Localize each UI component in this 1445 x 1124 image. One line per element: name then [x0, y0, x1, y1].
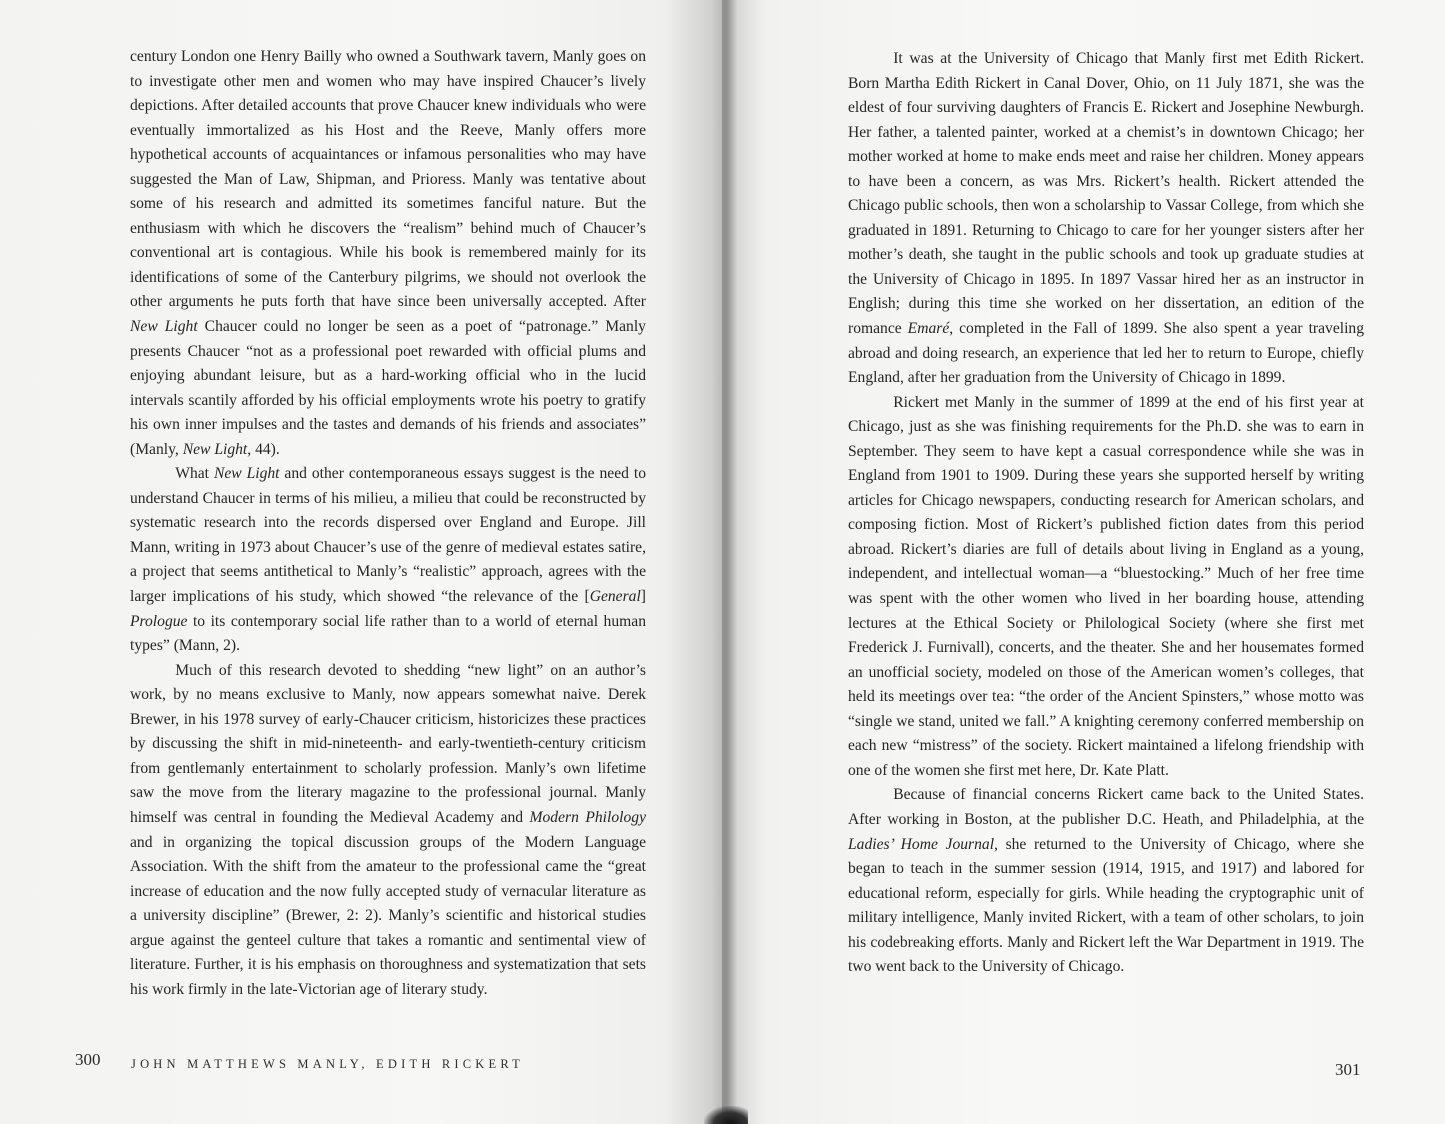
spine-shadow: [704, 1106, 748, 1124]
italic-title: New Light: [213, 465, 280, 483]
italic-title: Modern Philology: [529, 808, 646, 826]
left-page-body: [130, 45, 646, 1002]
text-run: she returned to the University of Chicago, where she began to teach in the summer session (1914, 1915, and 1917) and labored for educational reform, especially for girls. While heading the cryptographic unit of military intelligence, Manly invited Rickert, with a team of other scholars, to join his codebreaking efforts. Manly and Rickert left the War Department in 1919. The two went back to the University of Chicago.: [848, 835, 1365, 976]
page-number-left: 300: [75, 1050, 101, 1069]
text-run: What: [175, 465, 214, 483]
right-paragraph-3: [848, 783, 1364, 979]
text-run: , 44).: [247, 440, 280, 458]
italic-title: New Light: [182, 440, 248, 458]
text-run: Much of this research devoted to shedding “new light” on an author’s work, by no means exclusive to Manly, now appears somewhat naive. Derek Brewer, in his 1978 survey of early-Chaucer criticism, historicizes these practices by discussing the shift in mid-nineteenth- and early-twentieth-century criticism from gentlemanly entertainment to scholarly profession. Manly’s own lifetime saw the move from the literary magazine to the professional journal. Manly himself was central in founding the Medieval Academy and: [130, 661, 646, 826]
left-paragraph-1: [130, 45, 646, 462]
text-run: It was at the University of Chicago that Manly first met Edith Rickert. Born Martha Edith Rickert in Canal Dover, Ohio, on 11 July 1871, she was the eldest of four surviving daughters of Francis E. Rickert and Josephine Newburgh. Her father, a talented painter, worked at a chemist’s in downtown Chicago; her mother worked at home to make ends meet and raise her children. Money appears to have been a concern, as was Mrs. Rickert’s health. Rickert attended the Chicago public schools, then won a scholarship to Vassar College, from which she graduated in 1891. Returning to Chicago to care for her younger sisters after her mother’s death, she taught in the public schools and took up graduate studies at the University of Chicago in 1895. In 1897 Vassar hired her as an instructor in English; during this time she worked on her dissertation, an edition of the romance: [848, 50, 1364, 338]
right-paragraph-2: [848, 391, 1364, 784]
italic-title: Ladies’ Home Journal,: [848, 835, 998, 853]
text-run: Because of financial concerns Rickert came back to the United States. After working in Boston, at the publisher D.C. Heath, and Philadelphia, at the: [848, 786, 1364, 828]
italic-title: General: [589, 588, 641, 606]
right-page-body: [848, 47, 1364, 980]
text-run: Rickert met Manly in the summer of 1899 at the end of his first year at Chicago, just as she was finishing requirements for the Ph.D. she was to earn in September. They seem to have kept a casual correspondence while she was in England from 1901 to 1909. During these years she supported herself by writing articles for Chicago newspapers, conducting research for American scholars, and composing fiction. Most of Rickert’s published fiction dates from this period abroad. Rickert’s diaries are full of details about living in England as a young, independent, and intellectual woman—a “bluestocking.” Much of her free time was spent with the other women who lived in her boarding house, attending lectures at the Ethical Society or Philological Society (where she first met Frederick J. Furnivall), concerts, and the theater. She and her housemates formed an unofficial society, modeled on those of the American women’s colleges, that held its meetings over tea: “the order of the Ancient Spinsters,” whose motto was “single we stand, united we fall.” A knighting ceremony conferred membership on each new “mistress” of the society. Rickert maintained a lifelong friendship with one of the women she first met here, Dr. Kate Platt.: [848, 393, 1364, 779]
text-run: ]: [640, 588, 646, 606]
running-head: JOHN MATTHEWS MANLY, EDITH RICKERT: [131, 1057, 524, 1071]
left-paragraph-2: [130, 462, 646, 658]
italic-title: Prologue: [130, 612, 188, 630]
italic-title: Emaré: [907, 320, 950, 338]
left-page: [0, 0, 722, 1124]
text-run: Chaucer could no longer be seen as a poet of “patronage.” Manly presents Chaucer “not as a professional poet rewarded with official plums and enjoying abundant leisure, but as a hard-working official who in the lucid intervals scantily afforded by his official employments wrote his poetry to gratify his own inner impulses and the tastes and demands of his friends and associates” (Manly,: [130, 318, 646, 458]
text-run: century London one Henry Bailly who owned a Southwark tavern, Manly goes on to investigate other men and women who may have inspired Chaucer’s lively depictions. After detailed accounts that prove Chaucer knew individuals who were eventually immortalized as his Host and the Reeve, Manly offers more hypothetical accounts of acquaintances or infamous personalities who may have suggested the Man of Law, Shipman, and Prioress. Manly was tentative about some of his research and admitted its sometimes fanciful nature. But the enthusiasm with which he discovers the “realism” behind much of Chaucer’s conventional art is contagious. While his book is remembered mainly for its identifications of some of the Canterbury pilgrims, we should not overlook the other arguments he puts forth that have since been universally accepted. After: [130, 48, 646, 311]
book-gutter: [712, 0, 738, 1124]
page-number-right: 301: [1335, 1060, 1361, 1079]
left-paragraph-3: [130, 659, 646, 1003]
italic-title: New Light: [130, 318, 198, 336]
text-run: and in organizing the topical discussion groups of the Modern Language Association. With the shift from the amateur to the professional came the “great increase of education and the now fully accepted study of vernacular literature as a university discipline” (Brewer, 2: 2). Manly’s scientific and historical studies argue against the genteel culture that takes a romantic and sentimental view of literature. Further, it is his emphasis on thoroughness and systematization that sets his work firmly in the late-Victorian age of literary study.: [130, 833, 646, 998]
text-run: to its contemporary social life rather than to a world of eternal human types” (Mann, 2).: [130, 612, 646, 655]
text-run: and other contemporaneous essays suggest is the need to understand Chaucer in terms of his milieu, a milieu that could be reconstructed by systematic research into the records dispersed over England and Europe. Jill Mann, writing in 1973 about Chaucer’s use of the genre of medieval estates satire, a project that seems antithetical to Manly’s “realistic” approach, agrees with the larger implications of his study, which showed “the relevance of the [: [130, 465, 646, 606]
right-paragraph-1: [848, 47, 1364, 391]
text-run: , completed in the Fall of 1899. She also spent a year traveling abroad and doing research, an experience that led her to return to Europe, chiefly England, after her graduation from the University of Chicago in 1899.: [848, 320, 1365, 387]
